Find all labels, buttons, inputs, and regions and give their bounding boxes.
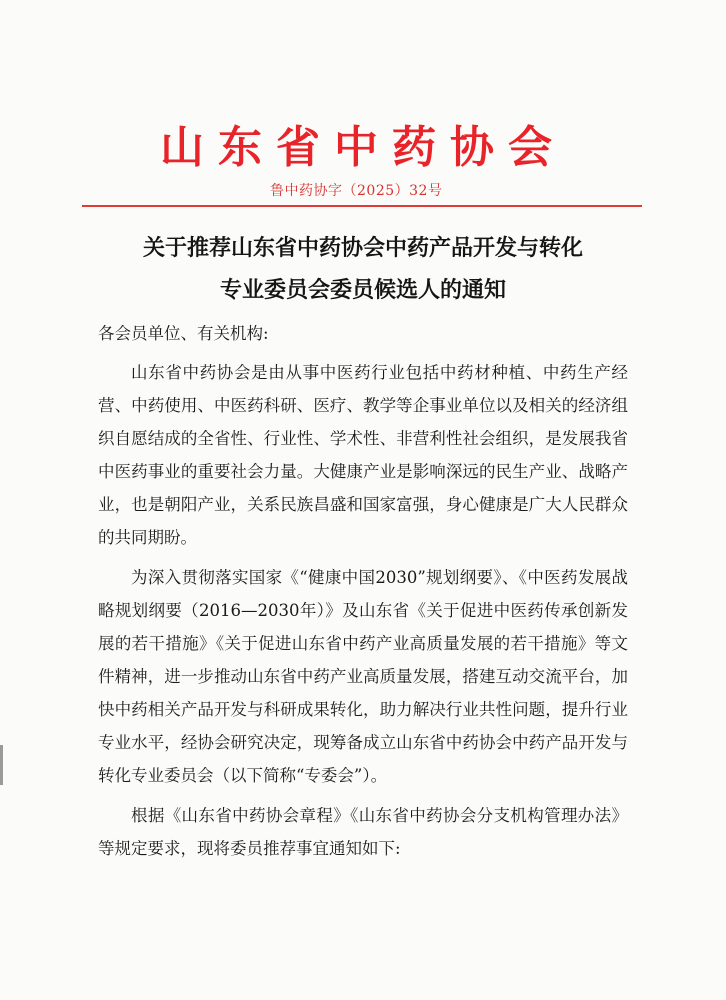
scan-edge-mark [0,745,3,785]
notice-body [98,356,628,872]
salutation: 各会员单位、有关机构: [98,324,269,343]
notice-title-line-2: 专业委员会委员候选人的通知 [219,278,506,303]
org-name-heading: 山东省中药协会 [160,122,566,173]
body-paragraph-1: 山东省中药协会是由从事中医药行业包括中药材种植、中药生产经营、中药使用、中医药科研、医疗、教学等企事业单位以及相关的经济组织自愿结成的全省性、行业性、学术性、非营利性社会组织，是发展我省中医药事业的重要社会力量。大健康产业是影响深远的民生产业、战略产业，也是朝阳产业，关系民族昌盛和国家富强，身心健康是广大人民群众的共同期盼。 [98,363,628,547]
red-divider-line [82,205,642,207]
body-paragraph-2: 为深入贯彻落实国家《“健康中国2030”规划纲要》、《中医药发展战略规划纲要（2016—2030年）》及山东省《关于促进中医药传承创新发展的若干措施》《关于促进山东省中药产业高质量发展的若干措施》等文件精神，进一步推动山东省中药产业高质量发展，搭建互动交流平台，加快中药相关产品开发与科研成果转化，助力解决行业共性问题，提升行业专业水平，经协会研究决定，现筹备成立山东省中药协会中药产品开发与转化专业委员会（以下简称“专委会”）。 [98,568,628,785]
body-paragraph-3: 根据《山东省中药协会章程》《山东省中药协会分支机构管理办法》等规定要求，现将委员推荐事宜通知如下: [98,806,628,858]
document-number: 鲁中药协字（2025）32号 [270,183,443,199]
notice-title-line-1: 关于推荐山东省中药协会中药产品开发与转化 [142,236,583,261]
notice-title [60,228,666,312]
